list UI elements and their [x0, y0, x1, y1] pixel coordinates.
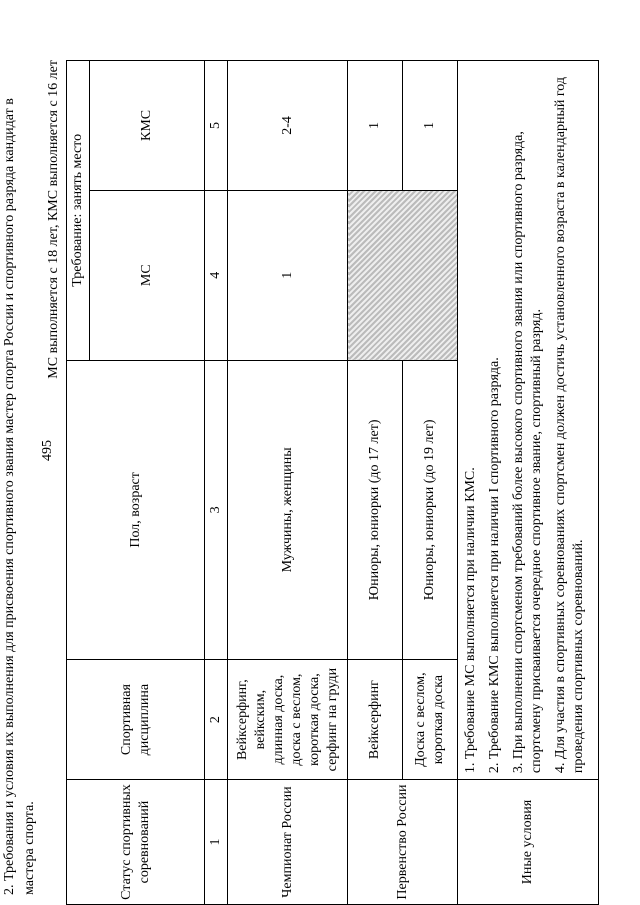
other-conditions-label: Иные условия	[458, 780, 599, 905]
notes-cell	[458, 61, 599, 780]
ms-cell-hatched	[348, 190, 458, 360]
discipline-cell: Вейксерфинг	[348, 660, 403, 780]
col-number: 2	[205, 660, 228, 780]
note: 2. Требование КМС выполняется при наличии I спортивного разряда.	[487, 357, 502, 774]
col-number: 1	[205, 780, 228, 905]
note: 1. Требование МС выполняется при наличии КМС.	[463, 467, 478, 774]
sex-age-cell: Юниоры, юниорки (до 17 лет)	[348, 360, 403, 660]
other-conditions-row	[458, 61, 599, 905]
col-number: 5	[205, 61, 228, 191]
ms-cell: 1	[228, 190, 348, 360]
header-status: Статус спортивных соревнований	[67, 780, 205, 905]
header-row	[67, 61, 90, 905]
header-discipline: Спортивная дисциплина	[67, 660, 205, 780]
requirements-table	[66, 60, 599, 905]
sex-age-cell: Юниоры, юниорки (до 19 лет)	[403, 360, 458, 660]
sex-age-cell: Мужчины, женщины	[228, 360, 348, 660]
col-number: 4	[205, 190, 228, 360]
discipline-cell: Доска с веслом, короткая доска	[403, 660, 458, 780]
note: 3. При выполнении спортсменом требований более высокого спортивного звания или спортивного разряда, спортсмену присваивается очередное спортивное звание, спортивный разряд.	[511, 131, 544, 774]
page-number: 495	[40, 440, 55, 461]
discipline-cell: Вейксерфинг, вейкским, длинная доска, доска с веслом, короткая доска, серфинг на груди	[228, 660, 348, 780]
rotated-page	[0, 30, 586, 905]
header-requirement: Требование: занять место	[67, 61, 90, 361]
age-requirement-note: МС выполняется с 18 лет, КМС выполняется с 16 лет	[46, 60, 61, 379]
table-row	[228, 61, 348, 905]
header-ms: МС	[90, 190, 205, 360]
kms-cell: 1	[348, 61, 403, 191]
note: 4. Для участия в спортивных соревнованиях спортсмен должен достичь установленного возраста в календарный год проведения спортивных соревнований.	[553, 77, 586, 774]
kms-cell: 2-4	[228, 61, 348, 191]
table-row	[403, 61, 458, 905]
status-cell: Первенство России	[348, 780, 458, 905]
header-sex-age: Пол, возраст	[67, 360, 205, 660]
status-cell: Чемпионат России	[228, 780, 348, 905]
number-row	[205, 61, 228, 905]
col-number: 3	[205, 360, 228, 660]
section-heading: 2. Требования и условия их выполнения для присвоения спортивного звания мастер спорта России и спортивного разряда кандидат в мастера спорта.	[2, 98, 37, 895]
table-row	[348, 61, 403, 905]
header-kms: КМС	[90, 61, 205, 191]
kms-cell: 1	[403, 61, 458, 191]
